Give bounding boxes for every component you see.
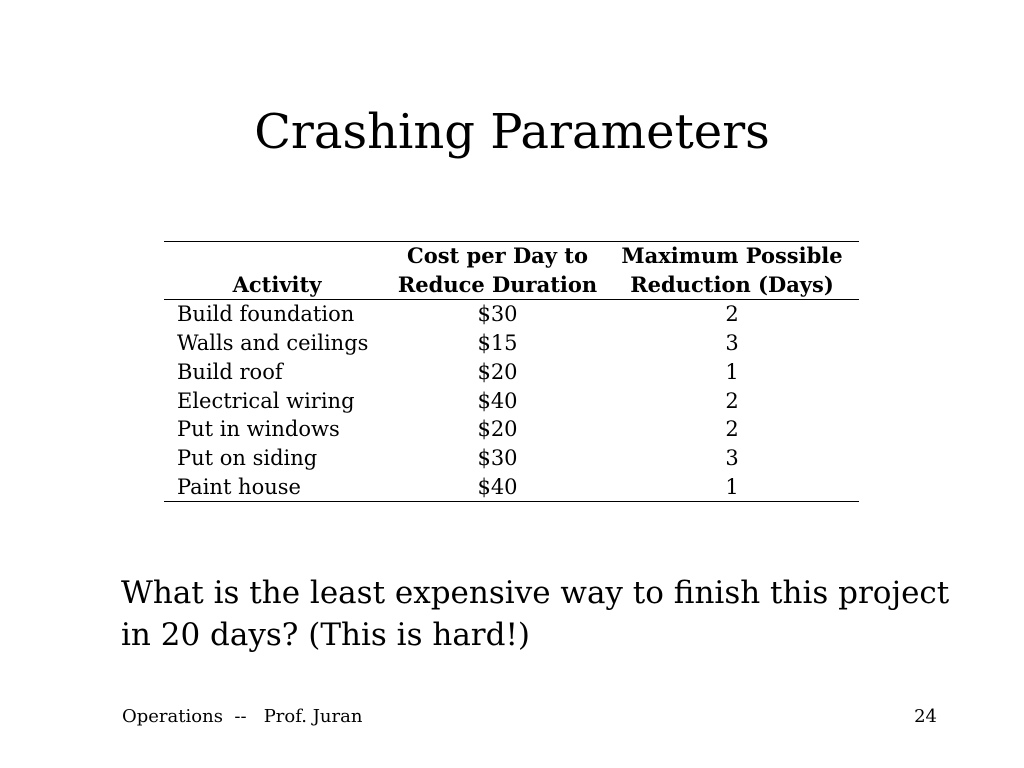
footer-course-label: Operations -- Prof. Juran (122, 706, 363, 727)
cell-cost: $40 (477, 474, 518, 499)
table-row (164, 415, 859, 444)
cell-max-reduction: 2 (725, 417, 739, 442)
question-text (121, 572, 971, 656)
table-row (164, 329, 859, 358)
question-line-2: in 20 days? (This is hard!) (121, 617, 531, 653)
table-row (164, 473, 859, 502)
cell-cost: $20 (477, 417, 518, 442)
table-row (164, 444, 859, 473)
table-row (164, 300, 859, 329)
cell-activity: Walls and ceilings (177, 331, 369, 356)
cell-activity: Paint house (177, 474, 301, 499)
table-row (164, 387, 859, 416)
cell-max-reduction: 3 (725, 445, 739, 470)
cell-max-reduction: 2 (725, 302, 739, 327)
slide-title: Crashing Parameters (254, 104, 770, 160)
table-header-row (164, 242, 859, 300)
cell-cost: $20 (477, 359, 518, 384)
header-cost-line-2: Reduce Duration (397, 271, 598, 297)
table-header (164, 242, 859, 300)
cell-activity: Put on siding (177, 445, 318, 470)
crashing-table-container (164, 241, 859, 502)
header-activity: Activity (232, 271, 322, 297)
cell-activity: Build roof (177, 359, 283, 384)
header-cost-per-day (390, 242, 605, 300)
cell-cost: $40 (477, 388, 518, 413)
cell-max-reduction: 3 (725, 331, 739, 356)
table-row (164, 358, 859, 387)
cell-cost: $30 (477, 445, 518, 470)
header-max-line-2: Reduction (Days) (630, 271, 834, 297)
cell-activity: Electrical wiring (177, 388, 355, 413)
header-cost-line-1: Cost per Day to (406, 243, 588, 268)
cell-cost: $15 (477, 331, 518, 356)
cell-activity: Build foundation (177, 302, 355, 327)
header-max-line-1: Maximum Possible (621, 243, 843, 268)
table-body (164, 300, 859, 502)
question-line-1: What is the least expensive way to finish this project (121, 575, 950, 611)
cell-max-reduction: 1 (725, 359, 739, 384)
cell-max-reduction: 2 (725, 388, 739, 413)
page-number: 24 (914, 706, 937, 727)
cell-max-reduction: 1 (725, 474, 739, 499)
header-max-reduction (605, 242, 859, 300)
cell-cost: $30 (477, 302, 518, 327)
cell-activity: Put in windows (177, 417, 340, 442)
crashing-parameters-table (164, 241, 859, 502)
